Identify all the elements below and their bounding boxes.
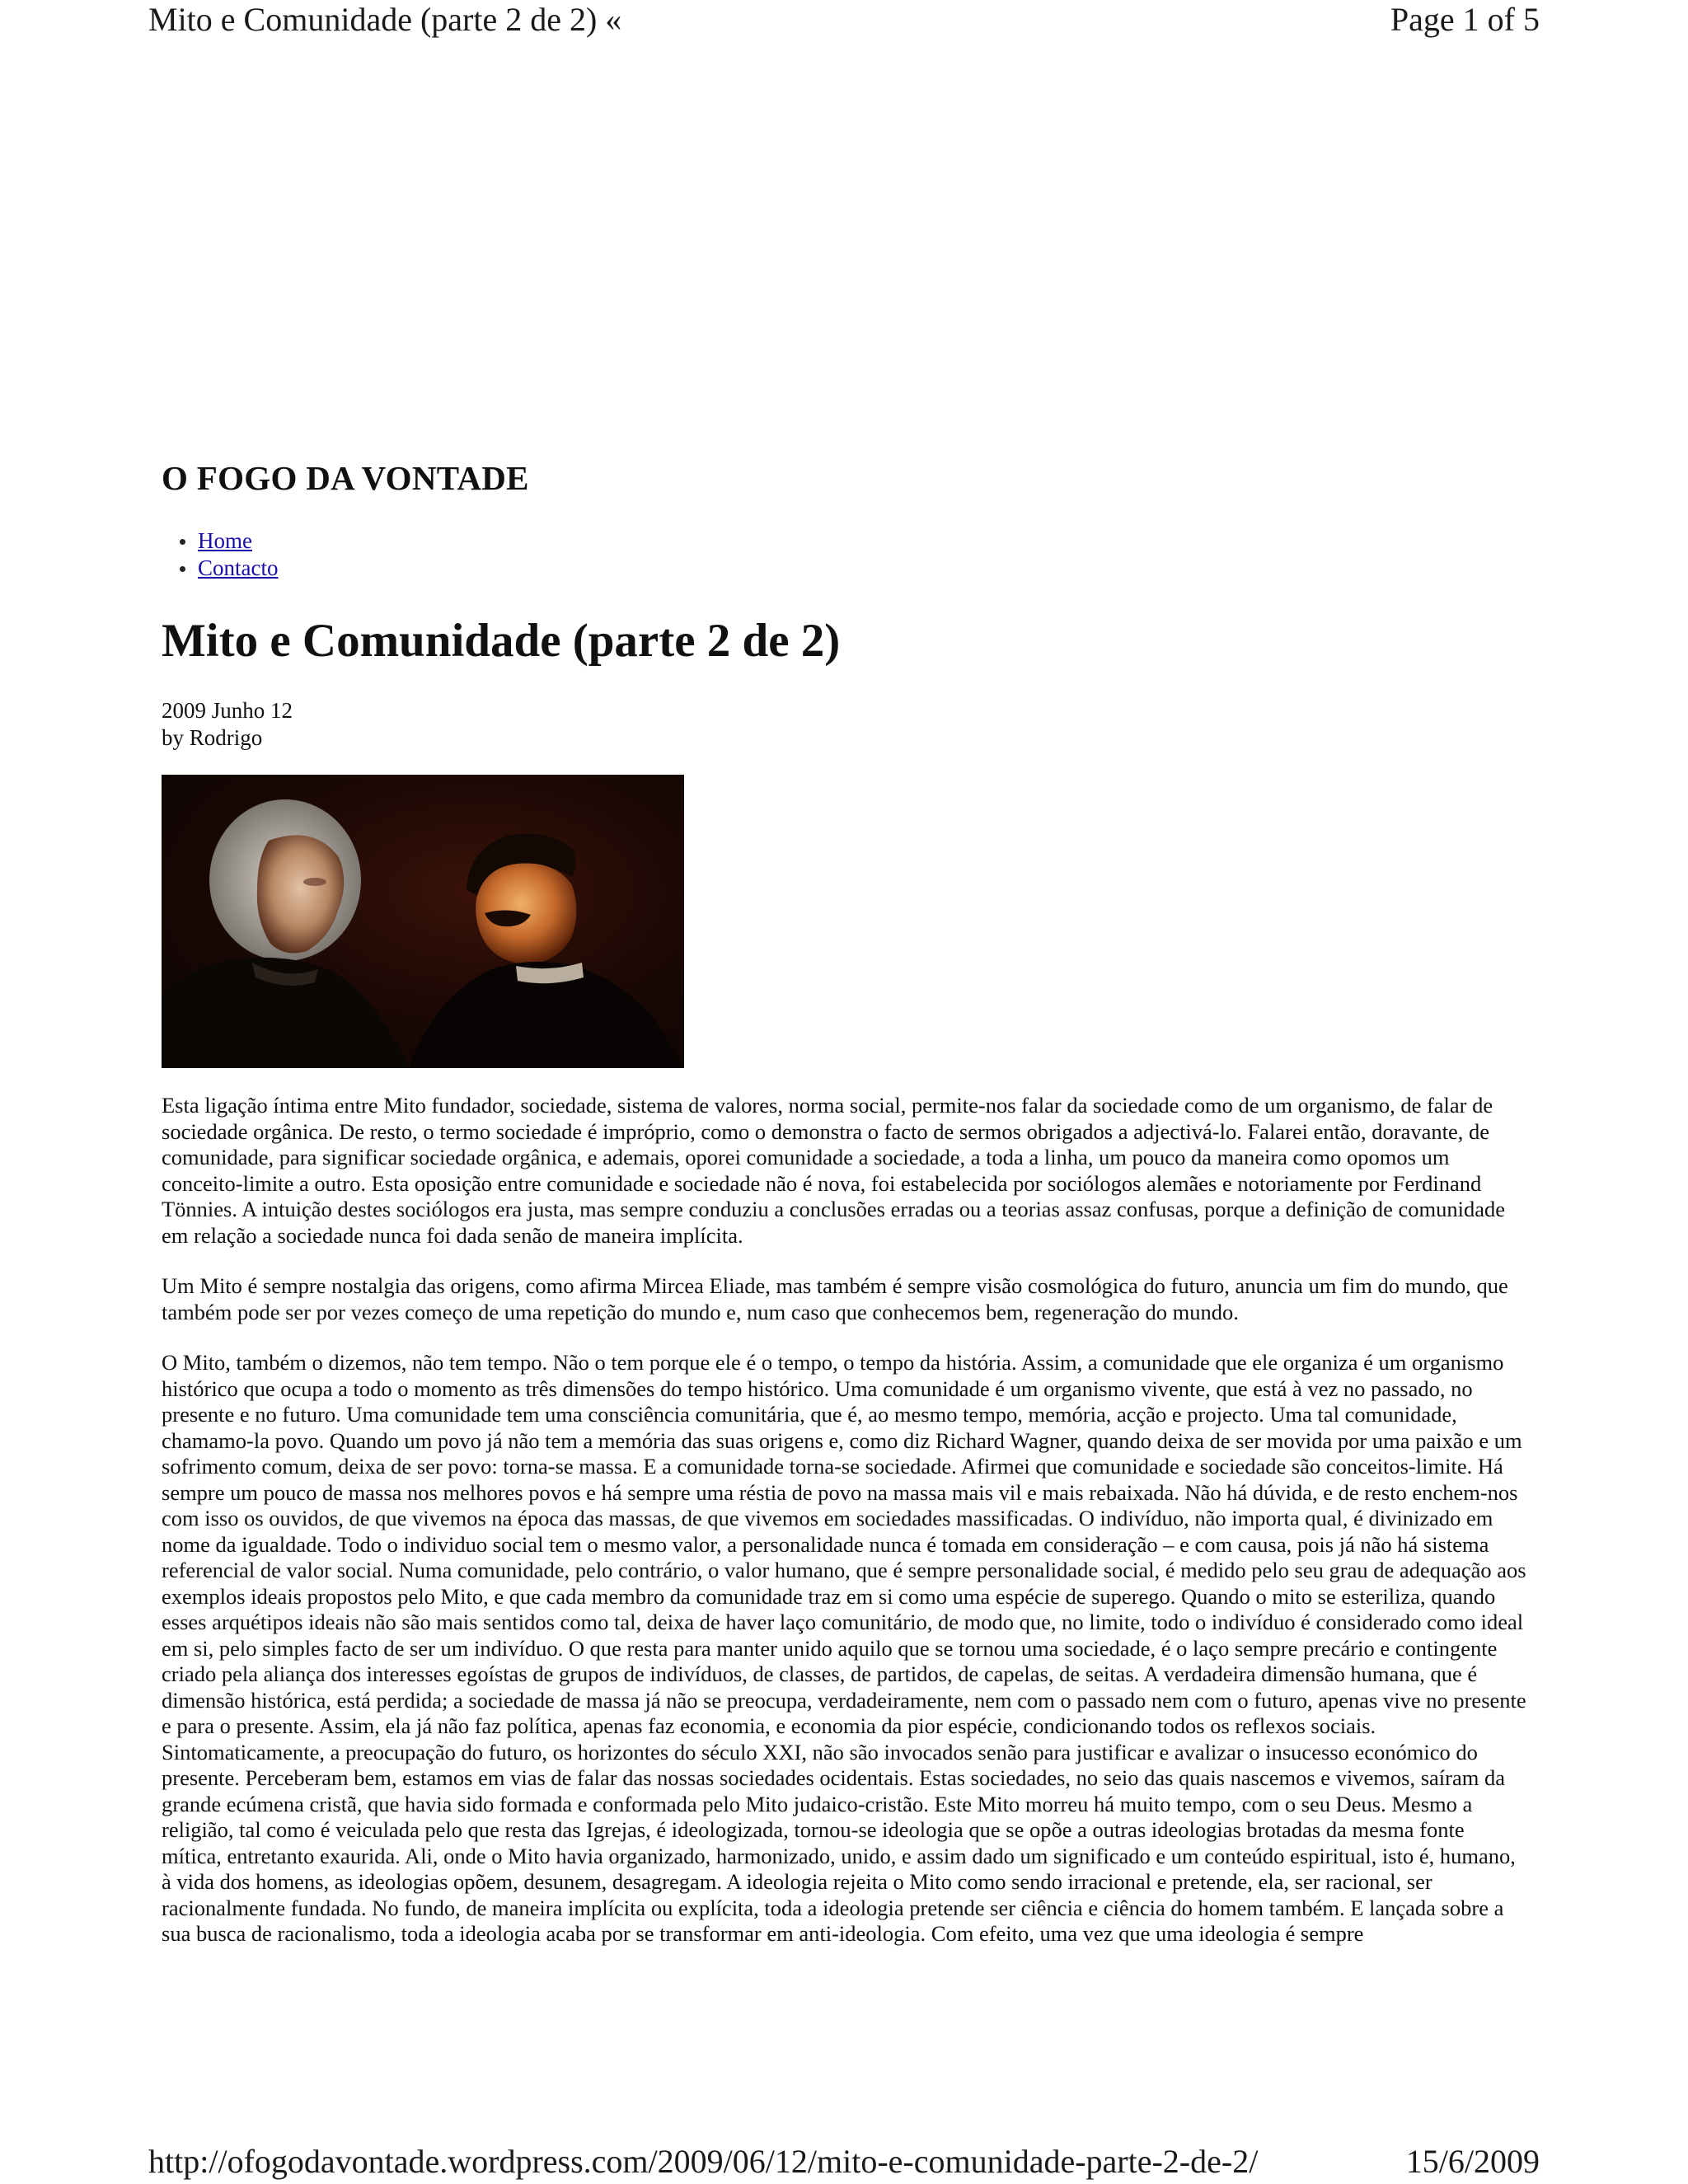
post-paragraph-2: Um Mito é sempre nostalgia das origens, como afirma Mircea Eliade, mas também é sempre visão cosmológica do futuro, anuncia um fim do mundo, que também pode ser por vezes começo de uma repetição do mundo e, num caso que conhecemos bem, regeneração do mundo. bbox=[162, 1273, 1508, 1324]
nav-item-contacto bbox=[198, 555, 278, 582]
post-content bbox=[162, 1093, 1530, 1972]
post-meta bbox=[162, 697, 293, 752]
print-header bbox=[148, 3, 1540, 36]
nav-link-home[interactable]: Home bbox=[198, 528, 252, 553]
post-title: Mito e Comunidade (parte 2 de 2) bbox=[162, 615, 841, 667]
nav-link-contacto[interactable]: Contacto bbox=[198, 555, 279, 580]
portrait-painting bbox=[162, 775, 684, 1068]
post-paragraph-1: Esta ligação íntima entre Mito fundador, sociedade, sistema de valores, norma social, permite-nos falar da sociedade como de um organismo, de falar de sociedade orgânica. De resto, o termo sociedade é impróprio, como o demonstra o facto de sermos obrigados a adjectivá-lo. Falarei então, doravante, de comunidade, para significar sociedade orgânica, e ademais, oporei comunidade a sociedade, a toda a linha, um pouco da maneira como opomos um conceito-limite a outro. Esta oposição entre comunidade e sociedade não é nova, foi estabelecida por sociólogos alemães e notoriamente por Ferdinand Tönnies. A intuição destes sociólogos era justa, mas sempre conduziu a conclusões erradas ou a teorias assaz confusas, porque a definição de comunidade em relação a sociedade nunca foi dada senão de maneira implícita. bbox=[162, 1093, 1505, 1248]
print-page-number: Page 1 of 5 bbox=[1390, 1, 1540, 38]
print-footer-url: http://ofogodavontade.wordpress.com/2009/06/12/mito-e-comunidade-parte-2-de-2/ bbox=[148, 2143, 1259, 2180]
post-date: 2009 Junho 12 bbox=[162, 698, 293, 723]
print-footer-date: 15/6/2009 bbox=[1405, 2143, 1540, 2180]
blog-title[interactable]: O FOGO DA VONTADE bbox=[162, 459, 529, 497]
nav-menu bbox=[198, 527, 278, 582]
post-image bbox=[162, 775, 684, 1068]
post-paragraph-3: O Mito, também o dizemos, não tem tempo. Não o tem porque ele é o tempo, o tempo da história. Assim, a comunidade que ele organiza é um organismo histórico que ocupa a todo o momento as três dimensões do tempo histórico. Uma comunidade é um organismo vivente, que está à vez no passado, no presente e no futuro. Uma comunidade tem uma consciência comunitária, que é, ao mesmo tempo, memória, acção e projecto. Uma tal comunidade, chamamo-la povo. Quando um povo já não tem a memória das suas origens e, como diz Richard Wagner, quando deixa de ser movida por uma paixão e um sofrimento comum, deixa de ser povo: torna-se massa. E a comunidade torna-se sociedade. Afirmei que comunidade e sociedade são conceitos-limite. Há sempre um pouco de massa nos melhores povos e há sempre uma réstia de povo na massa mais vil e mais rebaixada. Não há dúvida, e de resto enchem-nos com isso os ouvidos, de que vivemos na época das massas, de que vivemos em sociedades massificadas. O indivíduo, não importa qual, é divinizado em nome da igualdade. Todo o individuo social tem o mesmo valor, a personalidade nunca é tomada em consideração – e com causa, pois já não há sistema referencial de valor social. Numa comunidade, pelo contrário, o valor humano, que é sempre personalidade social, é medido pelo seu grau de adequação aos exemplos ideais propostos pelo Mito, e que cada membro da comunidade traz em si como uma espécie de superego. Quando o mito se esteriliza, quando esses arquétipos ideais não são mais sentidos como tal, deixa de haver laço comunitário, de modo que, no limite, todo o indivíduo é considerado como ideal em si, pelo simples facto de ser um indivíduo. O que resta para manter unido aquilo que se tornou uma sociedade, é o laço sempre precário e contingente criado pela aliança dos interesses egoístas de grupos de indivíduos, de classes, de partidos, de capelas, de seitas. A verdadeira dimensão humana, que é dimensão histórica, está perdida; a sociedade de massa já não se preocupa, verdadeiramente, nem com o passado nem com o futuro, apenas vive no presente e para o presente. Assim, ela já não faz política, apenas faz economia, e economia da pior espécie, condicionando todos os reflexos sociais. Sintomaticamente, a preocupação do futuro, os horizontes do século XXI, não são invocados senão para justificar e avalizar o insucesso económico do presente. Perceberam bem, estamos em vias de falar das nossas sociedades ocidentais. Estas sociedades, no seio das quais nascemos e vivemos, saíram da grande ecúmena cristã, que havia sido formada e conformada pelo Mito judaico-cristão. Este Mito morreu há muito tempo, com o seu Deus. Mesmo a religião, tal como é veiculada pelo que resta das Igrejas, é ideologizada, tornou-se ideologia que se opõe a outras ideologias brotadas da mesma fonte mítica, entretanto exaurida. Ali, onde o Mito havia organizado, harmonizado, unido, e assim dado um significado e um conteúdo espiritual, isto é, humano, à vida dos homens, as ideologias opõem, desunem, desagregam. A ideologia rejeita o Mito como sendo irracional e pretende, ela, ser racional, ser racionalmente fundada. No fundo, de maneira implícita ou explícita, toda a ideologia pretende ser ciência e ciência do homem também. E lançada sobre a sua busca de racionalismo, toda a ideologia acaba por se transformar em anti-ideologia. Com efeito, uma vez que uma ideologia é sempre bbox=[162, 1350, 1526, 1946]
print-header-title: Mito e Comunidade (parte 2 de 2) « bbox=[148, 1, 622, 38]
post-author: by Rodrigo bbox=[162, 725, 263, 750]
nav-item-home bbox=[198, 527, 278, 555]
print-footer bbox=[148, 2145, 1540, 2178]
